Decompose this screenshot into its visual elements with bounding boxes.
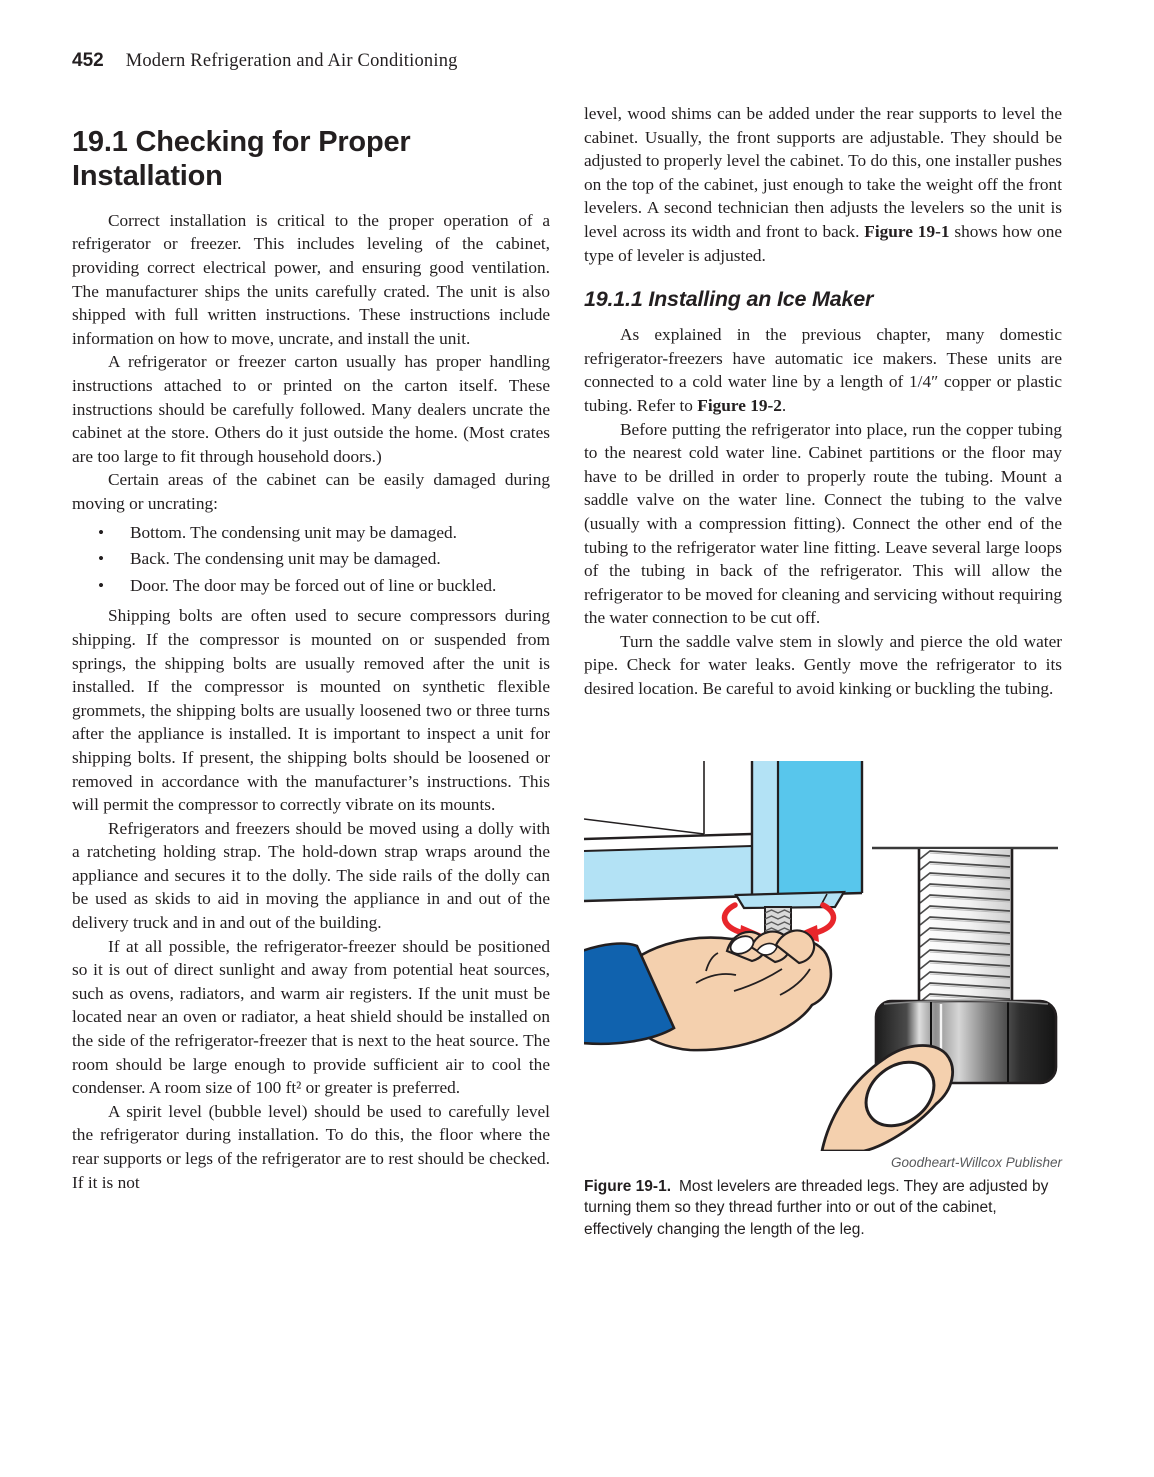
paragraph: Shipping bolts are often used to secure compressors during shipping. If the compressor is mounted on or suspended from springs, the shipping bolts are usually removed after the unit is installed. If the compressor is mounted on synthetic flexible grommets, the shipping bolts are usually loosened two or three turns after the appliance is installed. It is important to inspect a unit for shipping bolts. If present, the shipping bolts should be loosened or removed in accordance with the manufacturer’s instructions. This will permit the compressor to correctly vibrate on its mounts. <box>72 606 550 815</box>
list-item: • Back. The condensing unit may be damaged. <box>72 547 550 571</box>
paragraph <box>584 323 1062 417</box>
paragraph: Turn the saddle valve stem in slowly and pierce the old water pipe. Check for water leaks. Gently move the refrigerator to its desired location. Be careful to avoid kinking or buckling the tubing. <box>584 631 1062 699</box>
two-column-layout <box>72 102 1082 1240</box>
figure-caption-label: Figure 19-1. <box>584 1177 671 1195</box>
leveler-illustration <box>584 745 1062 1151</box>
paragraph-text: level, wood shims can be added under the rear supports to level the cabinet. Usually, the front supports are adjustable. They should be adjusted to properly level the cabinet. To do this, one installer pushes on the top of the cabinet, just enough to take the weight off the front levelers. A second technician then adjusts the levelers so the unit is level across its width and front to back. <box>584 104 1062 241</box>
list-item: • Bottom. The condensing unit may be damaged. <box>72 521 550 545</box>
paragraph-text: shows how one type of leveler is adjusted. <box>584 221 1062 265</box>
paragraph-text: . <box>781 395 787 415</box>
page-number: 452 <box>72 50 104 71</box>
book-title: Modern Refrigeration and Air Conditioning <box>125 51 458 71</box>
paragraph: A spirit level (bubble level) should be used to carefully level the refrigerator during installation. To do this, the floor where the rear supports or legs of the refrigerator are to rest should be checked. If it is not <box>72 1101 550 1192</box>
subsection-heading: 19.1.1 Installing an Ice Maker <box>584 287 874 312</box>
list-item: • Door. The door may be forced out of line or buckled. <box>72 574 550 598</box>
left-column <box>72 102 550 1240</box>
paragraph-continued <box>584 102 1062 267</box>
figure-credit: Goodheart-Willcox Publisher <box>891 1154 1062 1170</box>
paragraph: A refrigerator or freezer carton usually has proper handling instructions attached to or printed on the carton itself. These instructions should be carefully followed. Many dealers uncrate the cabinet at the store. Others do it just outside the home. (Most crates are too large to fit through household doors.) <box>72 352 550 466</box>
cabinet-corner <box>584 761 862 901</box>
damage-areas-list <box>72 521 550 598</box>
figure-19-1 <box>584 745 1062 1241</box>
paragraph-text: As explained in the previous chapter, many domestic refrigerator-freezers have automatic ice makers. These units are connected to a cold water line by a length of 1/4″ copper or plastic tubing. Refer to <box>584 325 1062 415</box>
running-header <box>72 50 1082 72</box>
figure-caption-text: Most levelers are threaded legs. They are adjusted by turning them so they thread further into or out of the cabinet, effectively changing the length of the leg. <box>584 1177 1049 1238</box>
paragraph: Correct installation is critical to the proper operation of a refrigerator or freezer. This includes leveling of the cabinet, providing correct electrical power, and ensuring good ventilation. The manufacturer ships the units carefully crated. The unit is also shipped with full written instructions. These instructions include information on how to move, uncrate, and install the unit. <box>72 210 550 348</box>
paragraph: Refrigerators and freezers should be moved using a dolly with a ratcheting holding strap. The hold-down strap wraps around the appliance and secures it to the dolly. The side rails of the dolly can be used as skids to aid in moving the appliance in and out of the delivery truck and in and out of the building. <box>72 818 550 933</box>
right-column <box>584 102 1062 1240</box>
thumb <box>822 1045 953 1151</box>
paragraph: Certain areas of the cabinet can be easily damaged during moving or uncrating: <box>72 470 550 513</box>
threaded-leg <box>919 849 1012 1005</box>
figure-reference: Figure 19-1 <box>864 221 950 241</box>
section-heading: 19.1 Checking for Proper Installation <box>72 126 411 192</box>
figure-reference: Figure 19-2 <box>697 395 782 415</box>
paragraph: Before putting the refrigerator into place, run the copper tubing to the nearest cold water line. Cabinet partitions or the floor may have to be drilled in order to properly route the tubing. Mount a saddle valve on the water line. Connect the tubing to the valve (usually with a compression fitting). Connect the other end of the tubing to the refrigerator water line fitting. Leave several large loops of the tubing in back of the refrigerator. This will allow the refrigerator to be moved for cleaning and servicing without requiring the water connection to be cut off. <box>584 419 1062 628</box>
figure-caption <box>584 1176 1062 1241</box>
paragraph: If at all possible, the refrigerator-freezer should be positioned so it is out of direct sunlight and away from potential heat sources, such as ovens, radiators, and warm air registers. If the unit must be located near an oven or radiator, a heat shield should be installed on the side of the refrigerator-freezer that is next to the heat source. The room should be large enough to provide sufficient air to cool the condenser. A room size of 100 ft² or greater is preferred. <box>72 936 550 1098</box>
